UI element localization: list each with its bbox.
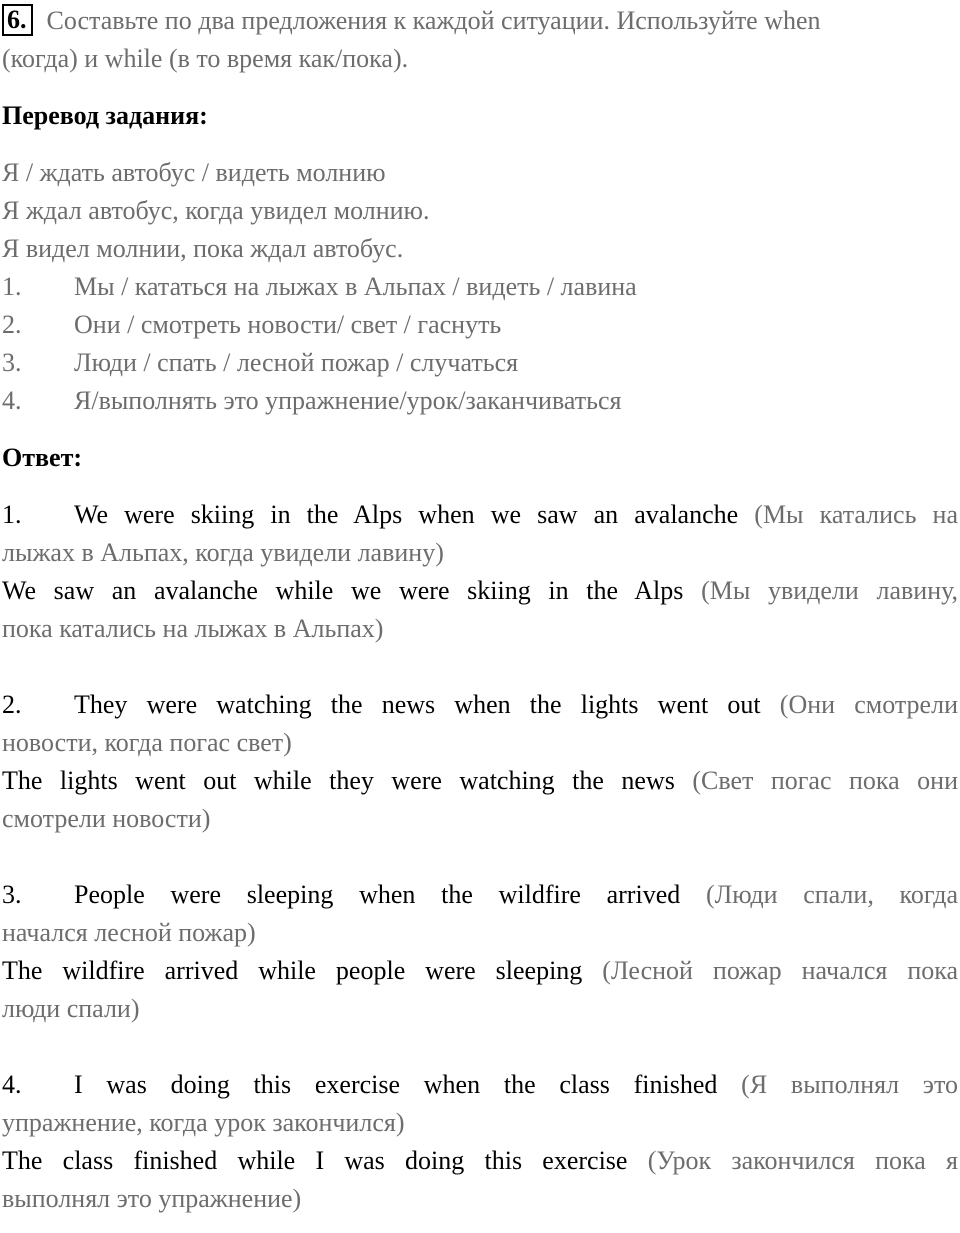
russian-translation: (Лесной пожар начался пока bbox=[602, 956, 958, 985]
russian-translation-cont: новости, когда погас свет) bbox=[2, 728, 292, 757]
answer-4-sentence-1 bbox=[2, 1066, 958, 1104]
item-number: 4. bbox=[2, 386, 22, 415]
answer-1-sentence-1 bbox=[2, 496, 958, 534]
answer-2-sentence-2 bbox=[2, 762, 958, 800]
english-sentence: The wildfire arrived while people were sleeping bbox=[2, 956, 583, 985]
item-number: 2. bbox=[2, 310, 22, 339]
task-header bbox=[2, 2, 958, 40]
russian-translation-cont: начался лесной пожар) bbox=[2, 918, 256, 947]
answer-4-sentence-2 bbox=[2, 1142, 958, 1180]
task-text-line2: (когда) и while (в то время как/пока). bbox=[2, 44, 409, 73]
russian-translation-cont: смотрели новости) bbox=[2, 804, 211, 833]
english-sentence: The lights went out while they were watching the news bbox=[2, 766, 675, 795]
english-sentence: They were watching the news when the lights went out bbox=[74, 690, 761, 719]
russian-translation: (Мы катались на bbox=[754, 500, 958, 529]
item-number: 3. bbox=[2, 348, 22, 377]
answer-3-sentence-2 bbox=[2, 952, 958, 990]
russian-translation-cont: люди спали) bbox=[2, 994, 140, 1023]
english-sentence: We saw an avalanche while we were skiing in the Alps bbox=[2, 576, 684, 605]
translation-item bbox=[2, 382, 958, 420]
russian-translation: (Свет погас пока они bbox=[692, 766, 958, 795]
answer-3-sentence-1 bbox=[2, 876, 958, 914]
english-sentence: People were sleeping when the wildfire arrived bbox=[74, 880, 681, 909]
task-text-line1: Составьте по два предложения к каждой ситуации. Используйте when bbox=[46, 6, 821, 35]
answer-number: 1. bbox=[2, 500, 22, 529]
answer-number: 3. bbox=[2, 880, 22, 909]
english-sentence: The class finished while I was doing this exercise bbox=[2, 1146, 628, 1175]
answer-number: 2. bbox=[2, 690, 22, 719]
item-text: Они / смотреть новости/ свет / гаснуть bbox=[74, 310, 502, 339]
russian-translation-cont: пока катались на лыжах в Альпах) bbox=[2, 614, 384, 643]
example-sentence-1: Я ждал автобус, когда увидел молнию. bbox=[2, 196, 430, 225]
item-number: 1. bbox=[2, 272, 22, 301]
russian-translation: (Урок закончился пока я bbox=[647, 1146, 958, 1175]
item-text: Мы / кататься на лыжах в Альпах / видеть / лавина bbox=[74, 272, 637, 301]
russian-translation: (Люди спали, когда bbox=[705, 880, 958, 909]
translation-heading: Перевод задания: bbox=[2, 101, 208, 130]
russian-translation: (Я выполнял это bbox=[741, 1070, 958, 1099]
translation-item bbox=[2, 306, 958, 344]
english-sentence: I was doing this exercise when the class finished bbox=[74, 1070, 718, 1099]
russian-translation-cont: упражнение, когда урок закончился) bbox=[2, 1108, 405, 1137]
russian-translation: (Они смотрели bbox=[779, 690, 958, 719]
answer-heading: Ответ: bbox=[2, 443, 83, 472]
task-number: 6. bbox=[2, 4, 33, 36]
translation-item bbox=[2, 344, 958, 382]
russian-translation: (Мы увидели лавину, bbox=[701, 576, 958, 605]
translation-item bbox=[2, 268, 958, 306]
item-text: Люди / спать / лесной пожар / случаться bbox=[74, 348, 519, 377]
english-sentence: We were skiing in the Alps when we saw an avalanche bbox=[74, 500, 739, 529]
russian-translation-cont: лыжах в Альпах, когда увидели лавину) bbox=[2, 538, 444, 567]
answer-2-sentence-1 bbox=[2, 686, 958, 724]
example-sentence-2: Я видел молнии, пока ждал автобус. bbox=[2, 234, 404, 263]
item-text: Я/выполнять это упражнение/урок/заканчиваться bbox=[74, 386, 622, 415]
document-page bbox=[2, 0, 958, 1218]
russian-translation-cont: выполнял это упражнение) bbox=[2, 1184, 302, 1213]
answer-1-sentence-2 bbox=[2, 572, 958, 610]
answer-number: 4. bbox=[2, 1070, 22, 1099]
example-prompt: Я / ждать автобус / видеть молнию bbox=[2, 158, 386, 187]
